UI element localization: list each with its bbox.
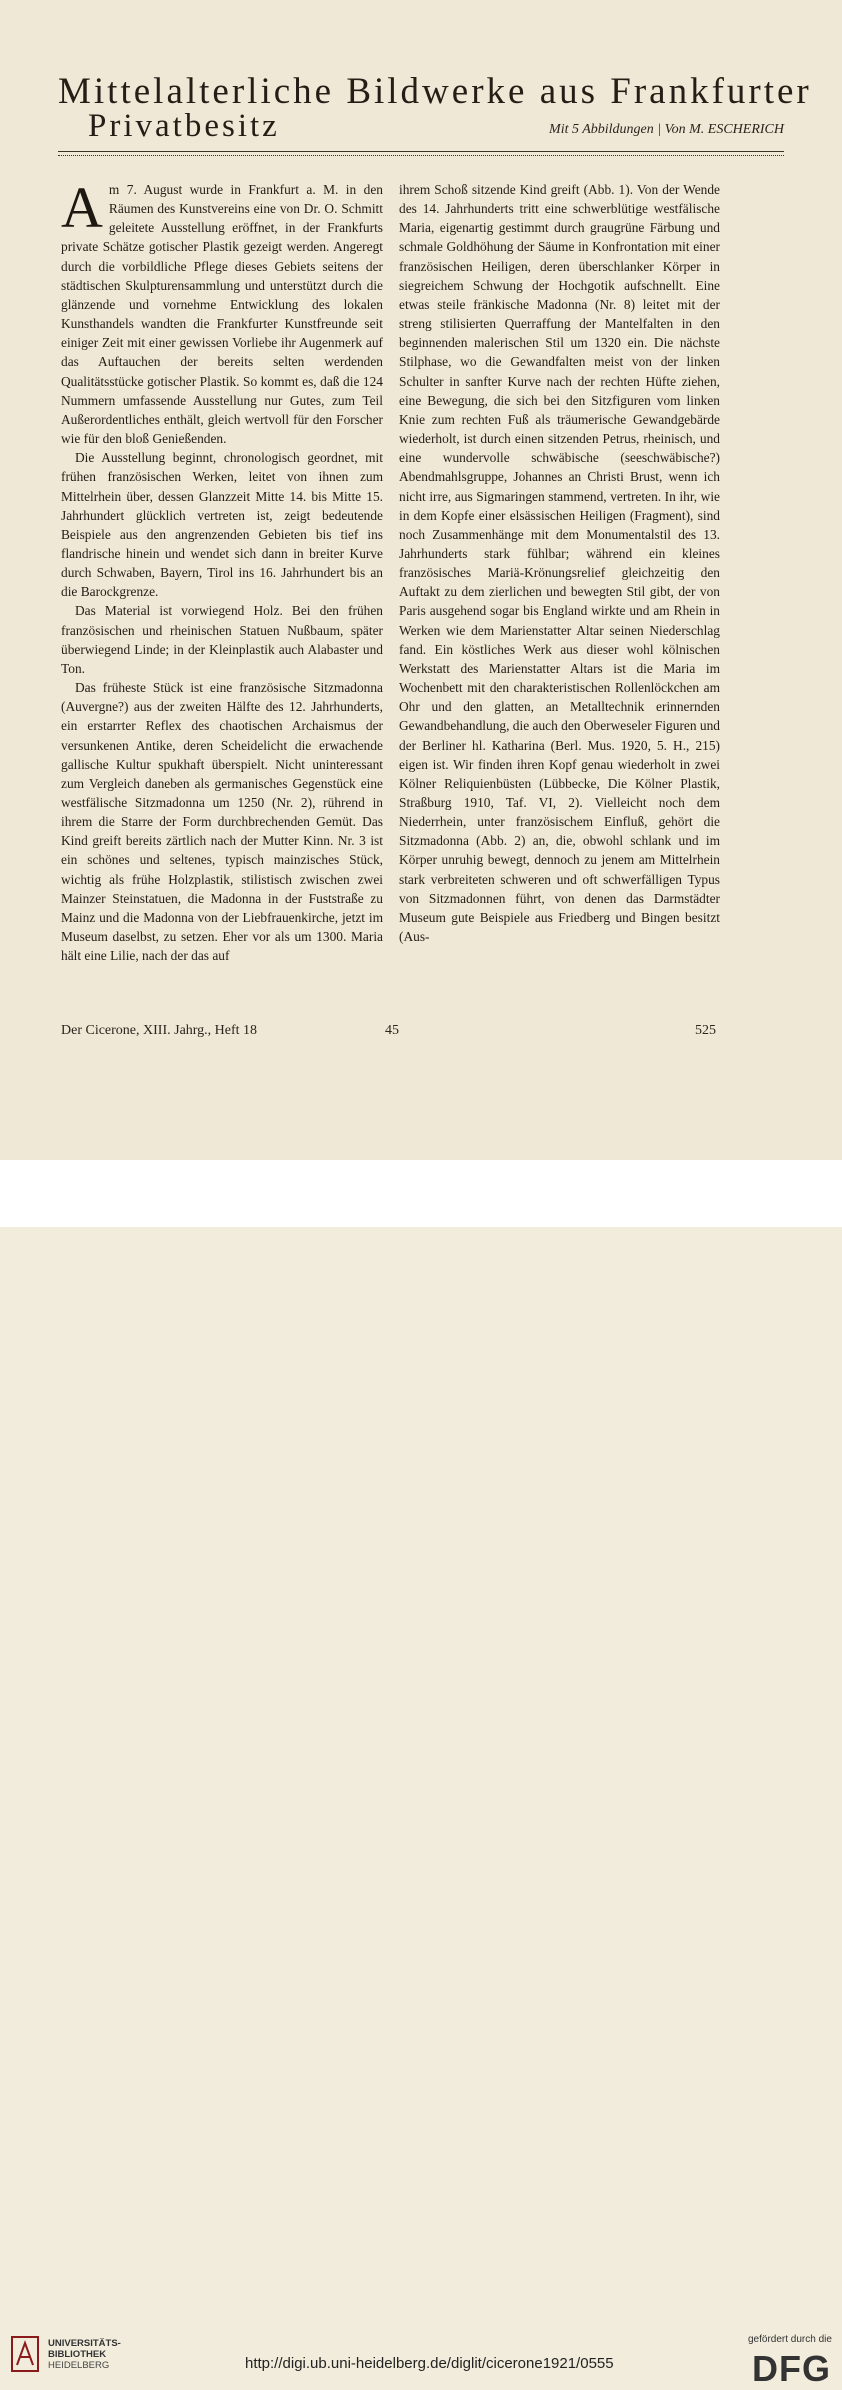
right-column (399, 180, 720, 946)
library-line-2: BIBLIOTHEK (48, 2349, 107, 2360)
funding-caption: gefördert durch die (748, 2334, 832, 2345)
paragraph-3: Das Material ist vorwiegend Holz. Bei den frühen französischen und rheinischen Statuen Nußbaum, später überwiegend Linde; in der Kleinplastik auch Alabaster und Ton. (61, 603, 383, 676)
article-title-line-1: Mittelalterliche Bildwerke aus Frankfurter (58, 71, 812, 112)
digitization-bar (0, 1160, 842, 2389)
page-number: 525 (695, 1023, 716, 1038)
library-name (48, 2338, 121, 2371)
library-line-1: UNIVERSITÄTS- (48, 2338, 121, 2349)
journal-footer: Der Cicerone, XIII. Jahrg., Heft 18 (61, 1023, 258, 1038)
university-seal-icon (10, 2335, 40, 2373)
dfg-logo: DFG (752, 2348, 831, 2389)
paragraph-2: Die Ausstellung beginnt, chronologisch geordnet, mit frühen französischen Werken, leitet von ihnen zum Mittelrhein über, dessen Glanzzeit Mitte 14. bis Mitte 15. Jahrhundert glücklich vertreten ist, zeigt bedeutende Beispiele aus den angrenzenden Gebieten bis tief ins flandrische hinein und wendet sich dann in breiter Kurve durch Schwaben, Bayern, Tirol ins 16. Jahrhundert bis an die Barockgrenze. (61, 450, 383, 600)
scanned-page (0, 0, 842, 1160)
paragraph-4: Das früheste Stück ist eine französische Sitzmadonna (Auvergne?) aus der zweiten Hälfte des 12. Jahrhunderts, ein erstarrter Reflex des chaotischen Archaismus der versunkenen Antike, deren Scheidelicht die erwachende gallische Kultur spukhaft überspielt. Nicht uninteressant zum Vergleich daneben als germanisches Gegenstück eine westfälische Sitzmadonna um 1250 (Nr. 2), rührend in ihrem die Starre der Form durchbrechenden Gemüt. Das Kind greift bereits zärtlich nach der Mutter Kinn. Nr. 3 ist ein schönes und seltenes, typisch mainzisches Stück, wichtig als frühe Holzplastik, stilistisch zwischen zwei Mainzer Steinstatuen, die Madonna in der Fuststraße zu Mainz und die Madonna von der Liebfrauenkirche, jetzt im Museum daselbst, zu setzen. Eher vor als um 1300. Maria hält eine Lilie, nach der das auf (61, 680, 383, 964)
library-line-3: HEIDELBERG (48, 2360, 110, 2371)
dropcap-letter: A (61, 175, 103, 240)
title-rule (58, 151, 784, 156)
article-title-line-2: Privatbesitz (88, 108, 280, 144)
article-byline: Mit 5 Abbildungen | Von M. ESCHERICH (549, 122, 784, 137)
left-column (61, 175, 383, 965)
paragraph-5: ihrem Schoß sitzende Kind greift (Abb. 1). Von der Wende des 14. Jahrhunderts tritt eine schwerblütige westfälische Maria, eigenartig gestimmt durch graugrüne Färbung und schmale Goldhöhung der Säume in Konfrontation mit einer französischen Heiligen, deren überschlanker Körper in siegreichem Schwung der Hochgotik aufschnellt. Eine etwas steile fränkische Madonna (Nr. 8) leitet mit der streng stilisierten Querraffung der Mantelfalten in den beginnenden malerischen Stil um 1320 ein. Die nächste Stilphase, wo die Gewandfalten meist von der linken Schulter in sanfter Kurve nach der rechten Hüfte ziehen, eine Bewegung, die sich bei den Sitzfiguren vom linken Knie zum rechten Fuß als träumerische Gewandgebärde wiederholt, ist durch einen sitzenden Petrus, rheinisch, und eine wundervolle schwäbische (seeschwäbische?) Abendmahlsgruppe, Johannes an Christi Brust, wenn ich nicht irre, aus Sigmaringen stammend, vertreten. In ihr, wie in dem Kopfe einer elsässischen Heiligen (Fragment), sind noch Zusammenhänge mit dem Monumentalstil des 13. Jahrhunderts stark fühlbar; während ein kleines französisches Mariä-Krönungsrelief gleichzeitig den Auftakt zu dem zierlichen und bewegten Stil gibt, der von Paris ausgehend sogar bis England wirkte und am Rhein in Werken wie dem Marienstatter Altar seinen Niederschlag fand. Ein köstliches Werk aus dieser wohl kölnischen Werkstatt des Marienstatter Altars ist die Maria im Wochenbett mit den charakteristischen Rollenlöckchen am Ohr und den glatten, an Metalltechnik erinnernden Gewandbehandlung, die auch den Oberweseler Figuren und der Berliner hl. Katharina (Berl. Mus. 1920, 5. H., 215) eigen ist. Wir finden ihren Kopf genau wiederholt in zwei Kölner Reliquienbüsten (Lübbecke, Die Kölner Plastik, Straßburg 1910, Taf. VI, 2). Vielleicht noch dem Niederrhein, unter französischem Einfluß, gehört die Sitzmadonna (Abb. 2) an, die, obwohl schlank und im Körper unruhig bewegt, dennoch zu jenem am Mittelrhein stark verbreiteten schweren und oft schwerfälligen Typus von Sitzmadonnen führt, von denen das Darmstädter Museum gute Beispiele aus Friedberg und Bingen besitzt (Aus- (399, 182, 720, 945)
digitization-url-link[interactable]: http://digi.ub.uni-heidelberg.de/diglit/cicerone1921/0555 (245, 2355, 614, 2372)
column-number: 45 (385, 1023, 399, 1038)
paragraph-1-text: m 7. August wurde in Frankfurt a. M. in den Räumen des Kunstvereins eine von Dr. O. Schmitt geleitete Ausstellung eröffnet, in der Frankfurts private Schätze gotischer Plastik gezeigt werden. Angeregt durch die vorbildliche Pflege dieses Gebiets seitens der städtischen Skulpturensammlung und unterstützt durch die glänzende und vornehme Entwicklung des lokalen Kunsthandels wandten die Frankfurter Kunstfreunde seit einiger Zeit mit einer gewissen Vorliebe ihr Augenmerk auf das Auftauchen der bereits selten werdenden Qualitätsstücke gotischer Plastik. So kommt es, daß die 124 Nummern umfassende Ausstellung nur Gutes, zum Teil Außerordentliches enthält, gleich wertvoll für den Forscher wie für den bloß Genießenden. (61, 182, 383, 447)
paragraph-1 (61, 175, 383, 448)
